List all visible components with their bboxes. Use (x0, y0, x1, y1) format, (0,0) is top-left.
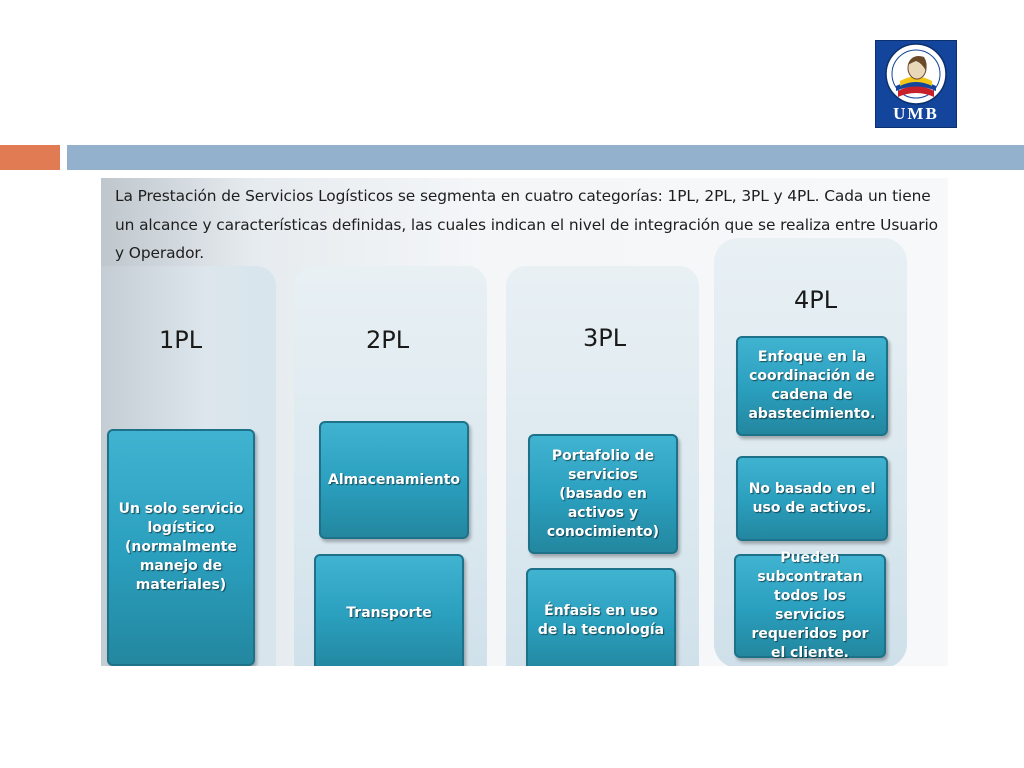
box-2pl-almacenamiento: Almacenamiento (319, 421, 469, 539)
box-1pl-servicio: Un solo servicio logístico (normalmente manejo de materiales) (107, 429, 255, 666)
header-bar (67, 145, 1024, 170)
column-title-1pl: 1PL (159, 326, 203, 354)
header-accent-bar (0, 145, 60, 170)
box-3pl-tecnologia: Énfasis en uso de la tecnología (526, 568, 676, 666)
column-title-4pl: 4PL (794, 286, 838, 314)
column-title-2pl: 2PL (366, 326, 410, 354)
column-1pl (101, 266, 276, 666)
box-4pl-subcontratan: Pueden subcontratan todos los servicios requeridos por el cliente. (734, 554, 886, 658)
content-image-panel (101, 178, 948, 666)
logo-text: UMB (893, 104, 939, 123)
intro-paragraph: La Prestación de Servicios Logísticos se segmenta en cuatro categorías: 1PL, 2PL, 3PL y 4PL. Cada un tiene un alcance y características definidas, las cuales indican el nivel de integración que se realiza entre Usuario y Operador. (115, 187, 938, 262)
box-4pl-enfoque: Enfoque en la coordinación de cadena de abastecimiento. (736, 336, 888, 436)
university-logo (875, 40, 957, 128)
column-3pl (506, 266, 699, 666)
column-title-3pl: 3PL (583, 324, 627, 352)
box-3pl-portafolio: Portafolio de servicios (basado en activos y conocimiento) (528, 434, 678, 554)
seal-emblem-icon (876, 41, 956, 107)
box-2pl-transporte: Transporte (314, 554, 464, 666)
column-2pl (294, 266, 487, 666)
column-4pl (714, 238, 907, 666)
box-4pl-activos: No basado en el uso de activos. (736, 456, 888, 541)
